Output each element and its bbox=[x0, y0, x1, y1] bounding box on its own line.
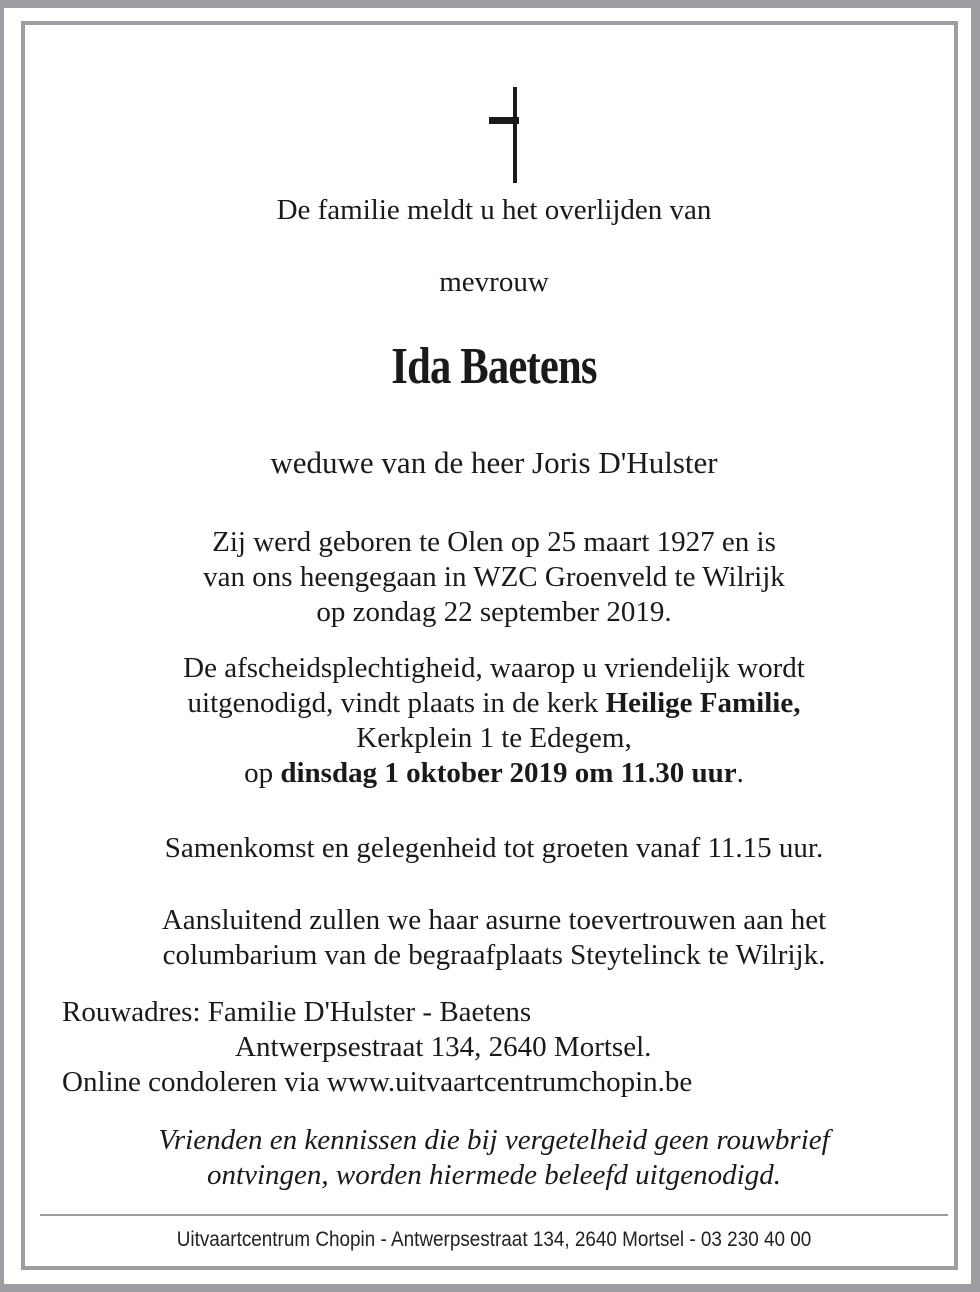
church-name: Heilige Familie, bbox=[605, 687, 801, 719]
online-condolence-link[interactable]: Online condoleren via www.uitvaartcentrumchopin.be bbox=[62, 1066, 693, 1098]
footer-divider bbox=[40, 1214, 948, 1216]
columbarium-text: Aansluitend zullen we haar asurne toevertrouwen aan het columbarium van de begraafplaats Steytelinck te Wilrijk. bbox=[161, 904, 827, 971]
mourning-address-line1: Rouwadres: Familie D'Hulster - Baetens bbox=[62, 996, 532, 1028]
cross-icon bbox=[489, 87, 545, 183]
relation-text: weduwe van de heer Joris D'Hulster bbox=[270, 445, 718, 480]
ceremony-datetime: dinsdag 1 oktober 2019 om 11.30 uur bbox=[280, 757, 737, 789]
obituary-card bbox=[21, 21, 958, 1270]
invitation-note: Vrienden en kennissen die bij vergetelheid geen rouwbrief ontvingen, worden hiermede beleefd uitgenodigd. bbox=[158, 1124, 830, 1191]
gathering-text: Samenkomst en gelegenheid tot groeten vanaf 11.15 uur. bbox=[164, 832, 824, 864]
intro-text: De familie meldt u het overlijden van bbox=[276, 194, 712, 226]
title-prefix: mevrouw bbox=[439, 266, 549, 298]
deceased-name: Ida Baetens bbox=[391, 338, 597, 395]
mourning-address-line2: Antwerpsestraat 134, 2640 Mortsel. bbox=[235, 1031, 652, 1063]
birth-death-text: Zij werd geboren te Olen op 25 maart 1927 en is van ons heengegaan in WZC Groenveld te Wilrijk op zondag 22 september 2019. bbox=[203, 526, 785, 628]
ceremony-text: De afscheidsplechtigheid, waarop u vriendelijk wordt uitgenodigd, vindt plaats in de kerk Heilige Familie, Kerkplein 1 te Edegem, op dinsdag 1 oktober 2019 om 11.30 uur. bbox=[183, 652, 805, 789]
funeral-home-footer: Uitvaartcentrum Chopin - Antwerpsestraat 134, 2640 Mortsel - 03 230 40 00 bbox=[176, 1228, 812, 1251]
